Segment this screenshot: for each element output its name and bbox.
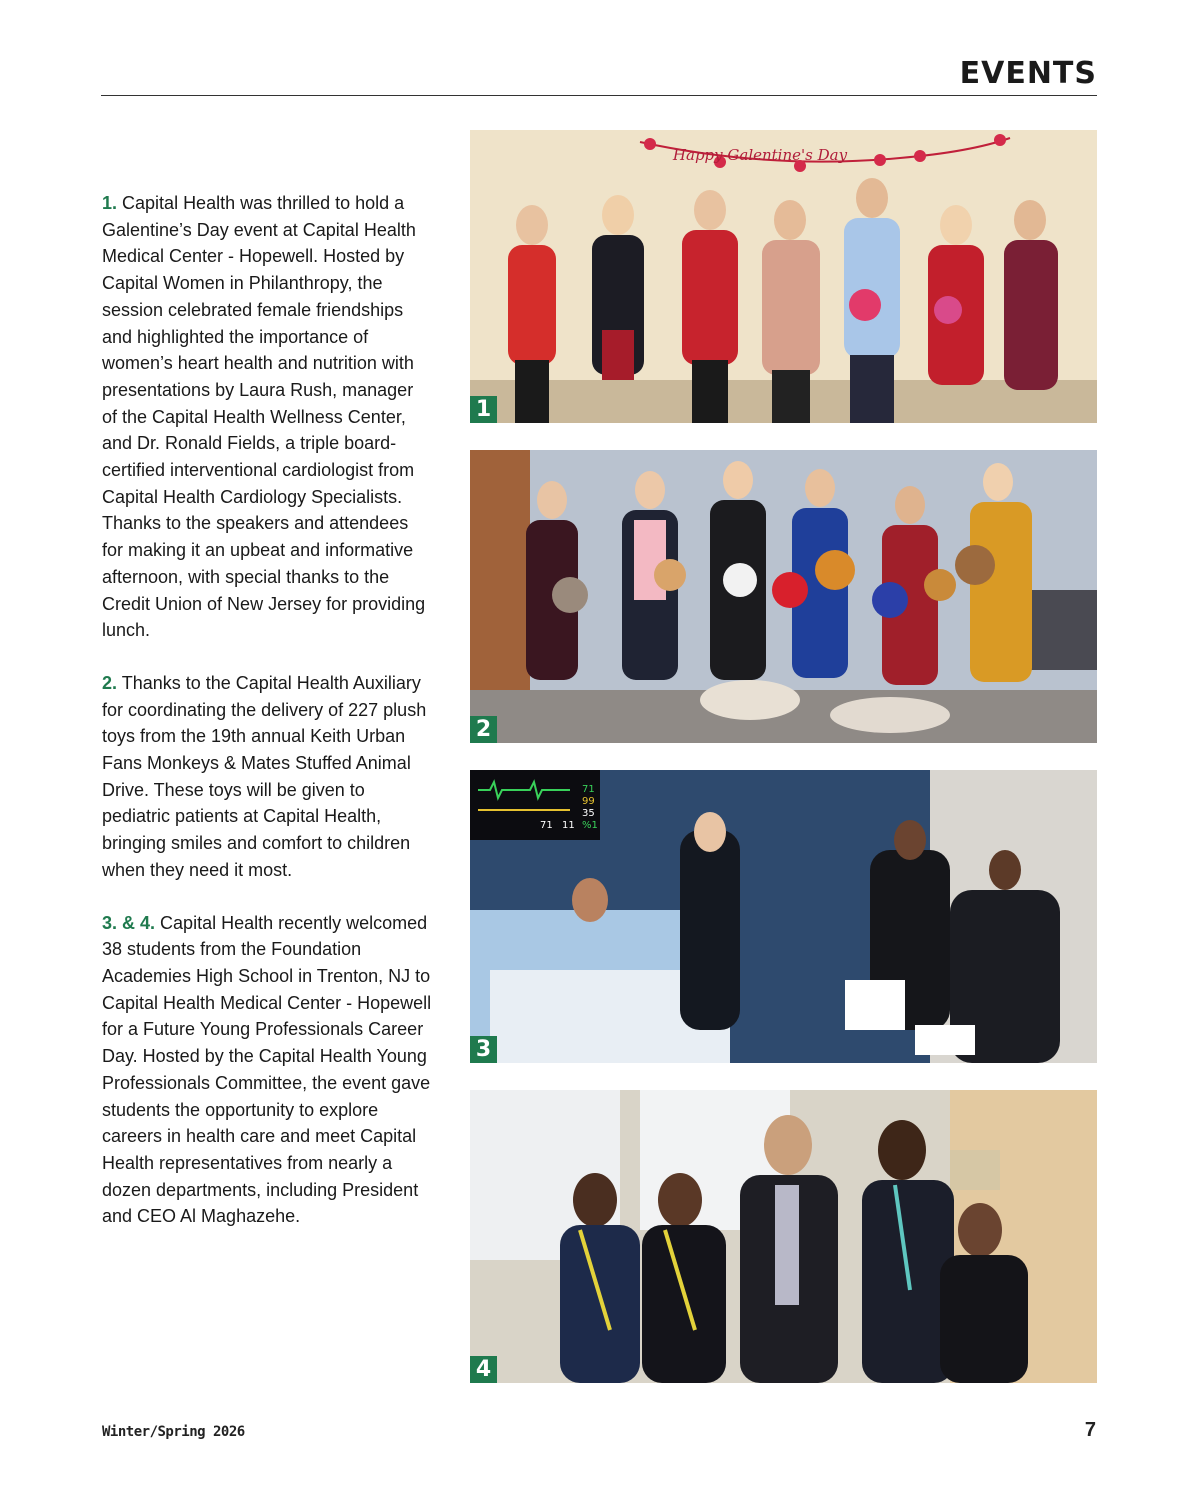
svg-text:71: 71	[582, 784, 595, 795]
photo-number-badge: 3	[470, 1036, 497, 1063]
article-number: 1.	[102, 193, 118, 213]
header-rule	[101, 95, 1097, 96]
article-text: Capital Health recently welcomed 38 students from the Foundation Academies High School in Trenton, NJ to Capital Health Medical Center - Hopewell for a Future Young Professionals Career Day. Hosted by the Capital Health Young Professionals Committee, the event gave students the opportunity to explore careers in health care and meet Capital Health representatives from nearly a dozen departments, including President and CEO Al Maghazehe.	[102, 912, 432, 1227]
svg-text:%1: %1	[582, 820, 598, 831]
page-number: 7	[1084, 1419, 1096, 1441]
photo-number-badge: 1	[470, 396, 497, 423]
article-number: 3. & 4.	[102, 912, 156, 933]
photo-plush-toys	[470, 450, 1097, 743]
photo-number-badge: 2	[470, 716, 497, 743]
vital-signs-monitor	[470, 770, 600, 840]
banner-text: Happy Galentine's Day	[672, 146, 848, 164]
photo-simulation-lab	[470, 770, 1097, 1063]
article-text: Capital Health was thrilled to hold a Galentine’s Day event at Capital Health Medical Center - Hopewell. Hosted by Capital Women in Philanthropy, the session celebrated female friendships and highlighted the importance of women’s heart health and nutrition with presentations by Laura Rush, manager of the Capital Health Wellness Center, and Dr. Ronald Fields, a triple board-certified interventional cardiologist from Capital Health Cardiology Specialists. Thanks to the speakers and attendees for making it an upbeat and informative afternoon, with special thanks to the Credit Union of New Jersey for providing lunch.	[102, 193, 426, 641]
photo-number-badge: 4	[470, 1356, 497, 1383]
article-2	[102, 670, 432, 884]
section-title: EVENTS	[959, 56, 1097, 91]
issue-label: Winter/Spring 2026	[102, 1424, 245, 1440]
svg-text:99: 99	[582, 796, 595, 807]
svg-text:71: 71	[540, 820, 553, 831]
article-text: Thanks to the Capital Health Auxiliary for coordinating the delivery of 227 plush toys from the 19th annual Keith Urban Fans Monkeys & Mates Stuffed Animal Drive. These toys will be given to pediatric patients at Capital Health, bringing smiles and comfort to children when they need it most.	[102, 672, 427, 880]
article-3-4	[102, 910, 432, 1230]
svg-text:35: 35	[582, 808, 595, 819]
article-column	[102, 190, 432, 1256]
photo-galentines-group	[470, 130, 1097, 423]
svg-text:11: 11	[562, 820, 575, 831]
photo-students-with-ceo	[470, 1090, 1097, 1383]
article-number: 2.	[102, 672, 118, 693]
article-1	[102, 190, 432, 644]
